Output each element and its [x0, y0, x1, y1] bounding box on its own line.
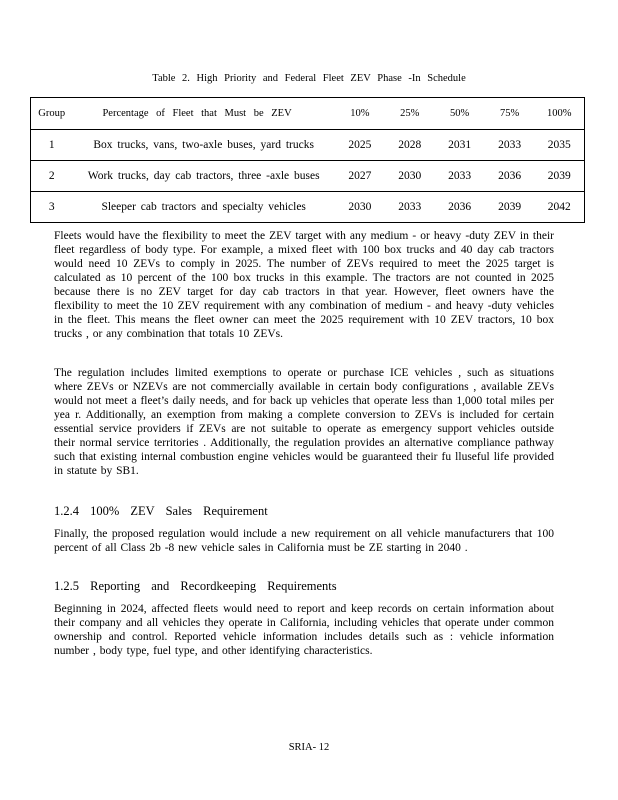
- table-row: [31, 192, 585, 223]
- page-number: SRIA- 12: [288, 742, 330, 753]
- paragraph-exemptions: The regulation includes limited exemptions to operate or purchase ICE vehicles , such as situations where ZEVs or NZEVs are not commercially available in certain body configurations , available ZEVs would not meet a fleet’s daily needs, and for back up vehicles that operate less than 1,000 total miles per yea r. Additionally, an exemption from making a complete conversion to ZEVs is included for certain essential service providers if ZEVs are not suitable to operate as emergency support vehicles outside their normal service territories . Additionally, the regulation provides an alternative compliance pathway such that existing internal combustion engine vehicles would be guaranteed their fu lluseful life provided in statute by SB1.: [54, 367, 554, 477]
- section-heading-reporting: 1.2.5 Reporting and Recordkeeping Requirements: [54, 579, 337, 593]
- cell-year-100: 2035: [535, 130, 585, 161]
- header-group: Group: [31, 98, 73, 130]
- header-100-percent: 100%: [535, 98, 585, 130]
- cell-year-75: 2036: [485, 161, 535, 192]
- table-row: [31, 161, 585, 192]
- cell-year-25: 2028: [385, 130, 435, 161]
- table-caption: Table 2. High Priority and Federal Fleet ZEV Phase -In Schedule: [152, 73, 466, 84]
- cell-year-75: 2039: [485, 192, 535, 223]
- header-25-percent: 25%: [385, 98, 435, 130]
- cell-year-100: 2039: [535, 161, 585, 192]
- paragraph-reporting: Beginning in 2024, affected fleets would need to report and keep records on certain information about their company and all vehicles they operate in California, including vehicles that operate under common ownership and control. Reported vehicle information includes details such as : vehicle information number , body type, fuel type, and other identifying characteristics.: [54, 603, 554, 657]
- cell-year-50: 2031: [435, 130, 485, 161]
- cell-year-50: 2036: [435, 192, 485, 223]
- paragraph-zev-flexibility: Fleets would have the flexibility to meet the ZEV target with any medium - or heavy -duty ZEV in their fleet regardless of body type. For example, a mixed fleet with 100 box trucks and 40 day cab tractors would need 10 ZEVs to comply in 2025. The number of ZEVs required to meet the 2025 target is calculated as 10 percent of the 100 box trucks in this example. The tractors are not counted in 2025 because there is no ZEV target for day cab tractors in that year. However, fleet owners have the flexibility to meet the 10 ZEV requirement with any combination of medium - and heavy -duty vehicles in the fleet. This means the fleet owner can meet the 2025 requirement with 10 ZEV tractors, 10 box trucks , or any combination that totals 10 ZEVs.: [54, 230, 554, 340]
- cell-year-25: 2030: [385, 161, 435, 192]
- cell-year-50: 2033: [435, 161, 485, 192]
- cell-description: Sleeper cab tractors and specialty vehicles: [72, 192, 334, 223]
- header-75-percent: 75%: [485, 98, 535, 130]
- cell-year-10: 2030: [335, 192, 385, 223]
- cell-description: Box trucks, vans, two-axle buses, yard trucks: [72, 130, 334, 161]
- cell-year-25: 2033: [385, 192, 435, 223]
- section-heading-zev-sales: 1.2.4 100% ZEV Sales Requirement: [54, 504, 268, 518]
- cell-year-10: 2027: [335, 161, 385, 192]
- zev-phase-in-table: [30, 97, 585, 223]
- cell-group: 3: [31, 192, 73, 223]
- header-10-percent: 10%: [335, 98, 385, 130]
- cell-year-100: 2042: [535, 192, 585, 223]
- table-header-row: [31, 98, 585, 130]
- cell-group: 1: [31, 130, 73, 161]
- cell-group: 2: [31, 161, 73, 192]
- cell-year-75: 2033: [485, 130, 535, 161]
- cell-year-10: 2025: [335, 130, 385, 161]
- paragraph-zev-sales: Finally, the proposed regulation would include a new requirement on all vehicle manufacturers that 100 percent of all Class 2b -8 new vehicle sales in California must be ZE starting in 2040 .: [54, 528, 554, 554]
- header-50-percent: 50%: [435, 98, 485, 130]
- header-description: Percentage of Fleet that Must be ZEV: [72, 98, 334, 130]
- cell-description: Work trucks, day cab tractors, three -axle buses: [72, 161, 334, 192]
- table-row: [31, 130, 585, 161]
